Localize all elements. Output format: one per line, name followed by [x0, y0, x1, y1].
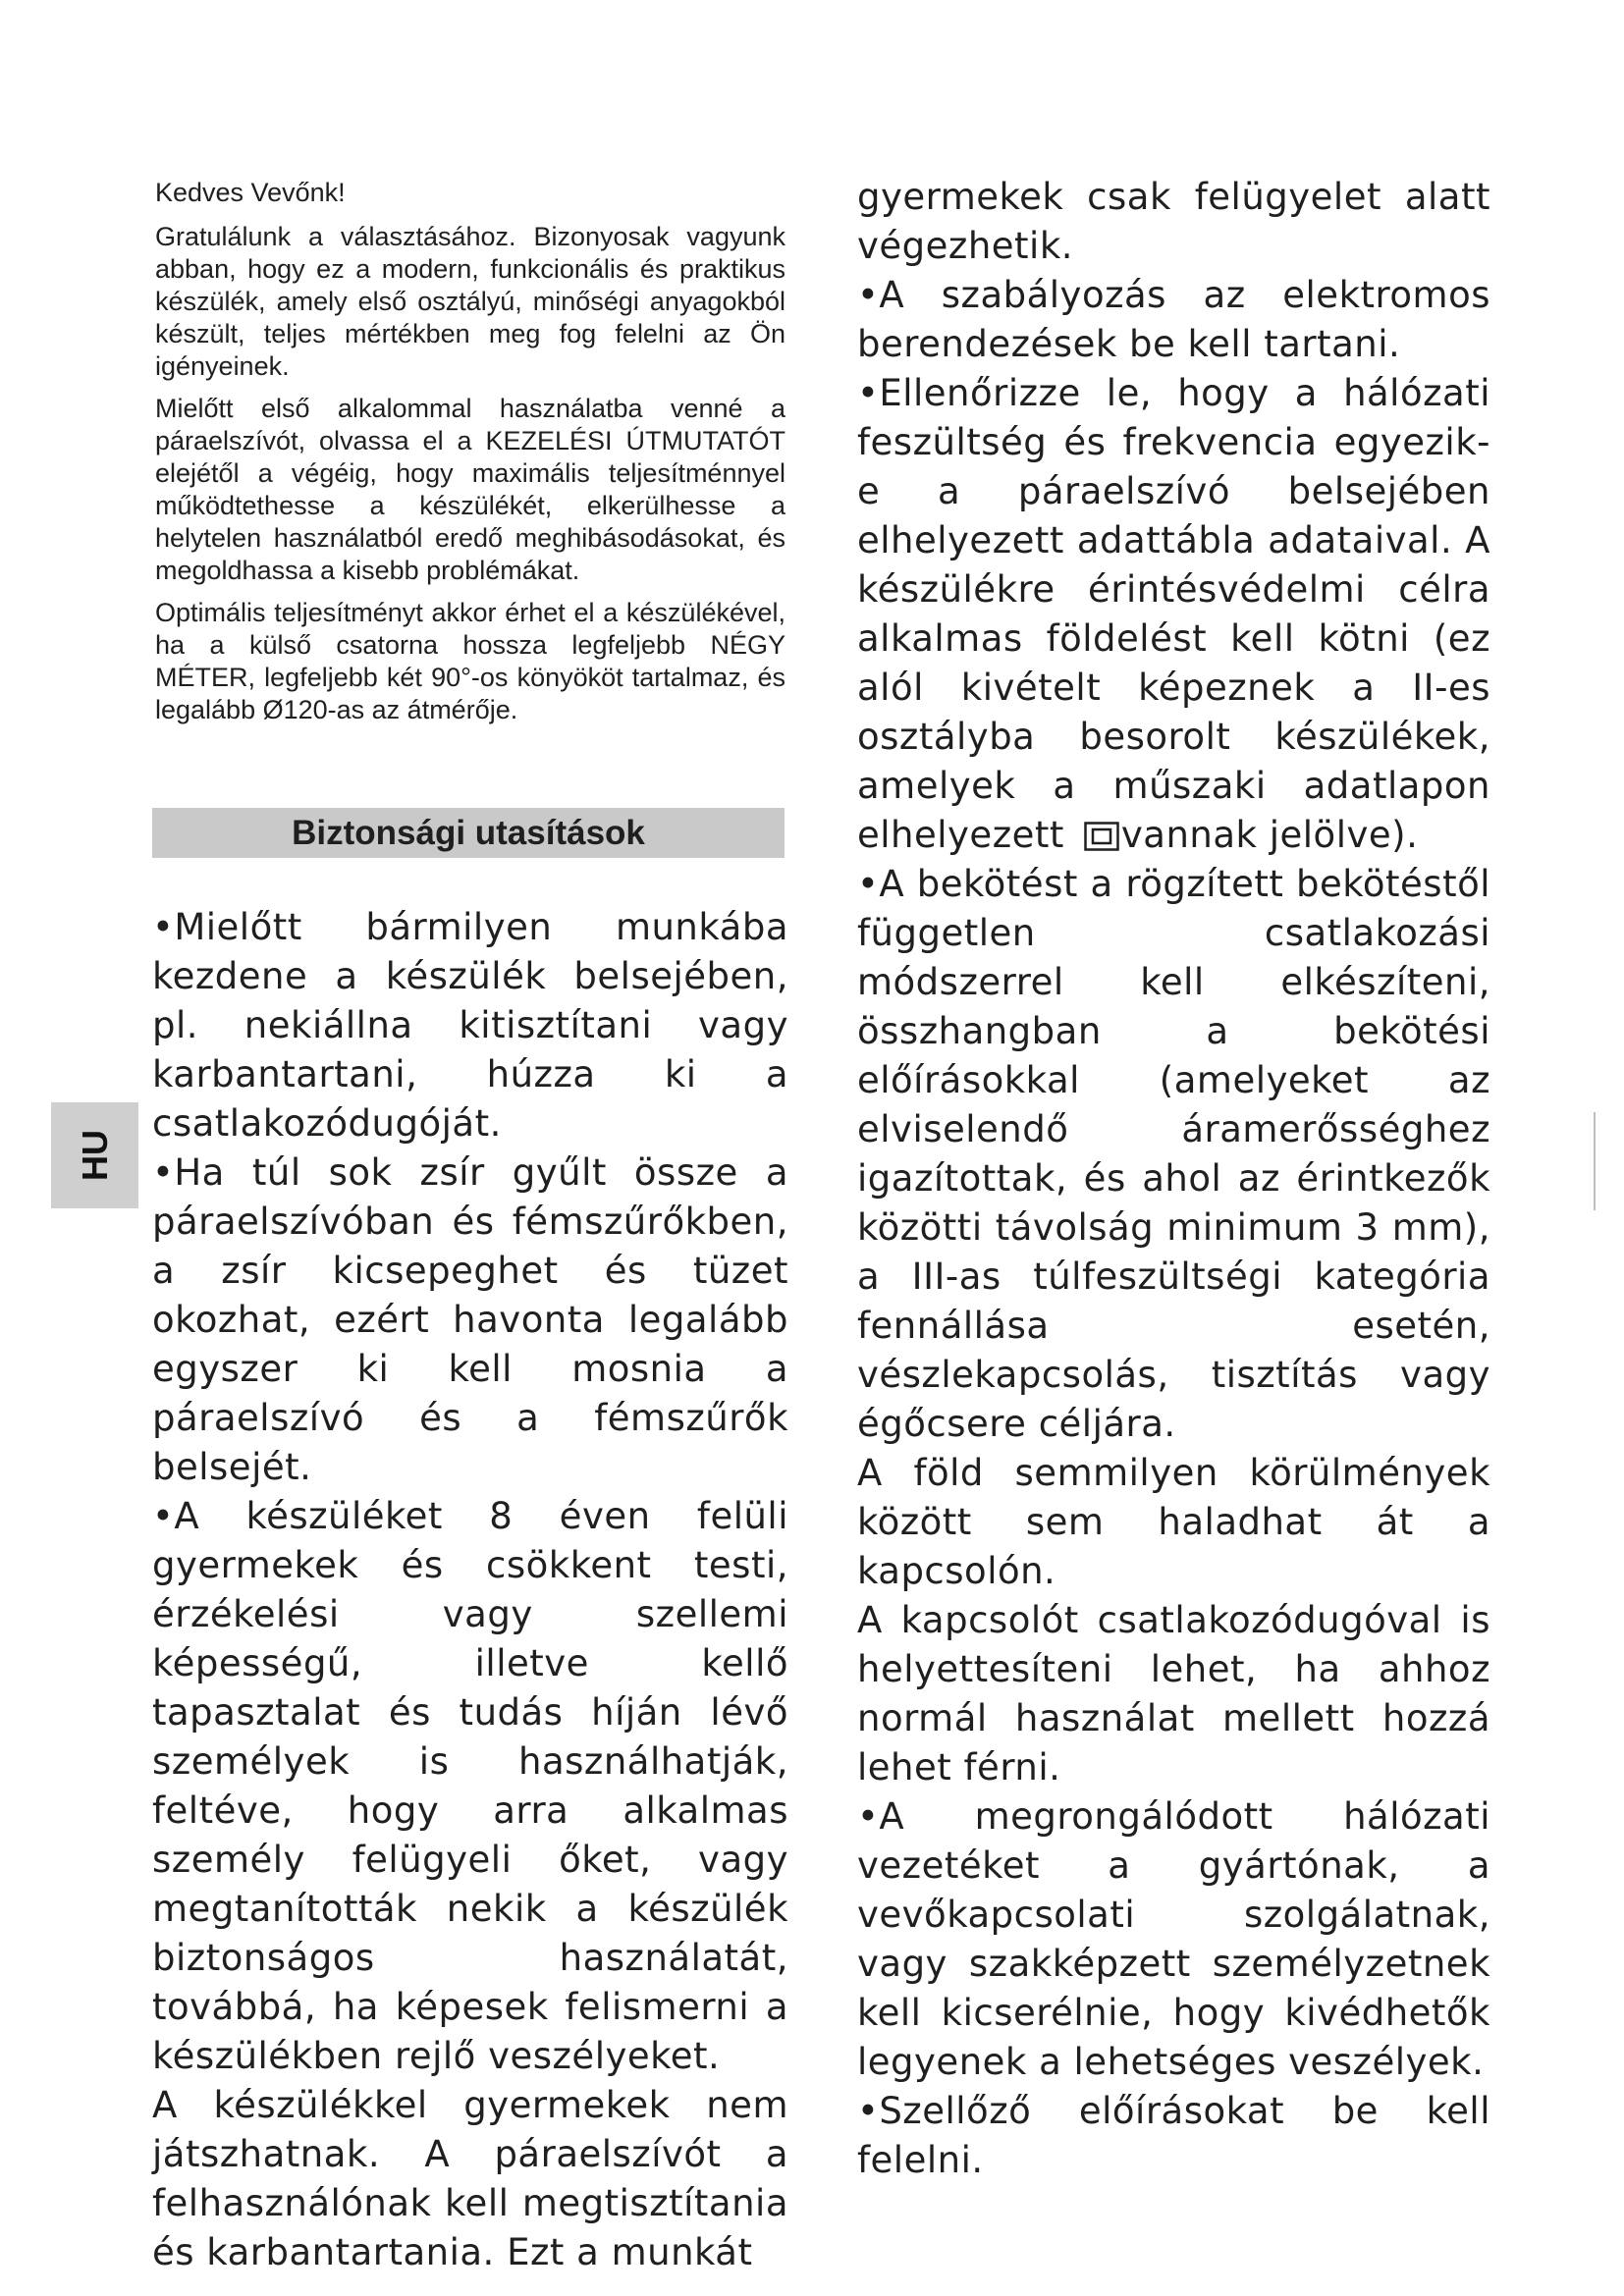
safety-continued-text: gyermekek csak felügyelet alatt végezhetik. — [857, 176, 1490, 267]
safety-bullet-1: •Mielőtt bármilyen munkába kezdene a készülék belsejében, pl. nekiállna kitisztítani vagy karbantartani, húzza ki a csatlakozódugóját. — [152, 906, 788, 1145]
greeting: Kedves Vevőnk! — [155, 178, 346, 207]
language-tab-label: HU — [74, 1130, 115, 1181]
intro-paragraph-1: Gratulálunk a választásához. Bizonyosak vagyunk abban, hogy ez a modern, funkcionális és praktikus készülék, amely első osztályú, minőségi anyagokból készült, teljes mértékben meg fog felelni az Ön igényeinek. — [155, 222, 785, 381]
section-title: Biztonsági utasítások — [152, 808, 785, 858]
intro-section — [155, 177, 785, 736]
safety-bullet-3-continued: A készülékkel gyermekek nem játszhatnak. A páraelszívót a felhasználónak kell megtisztítania és karbantartania. Ezt a munkát — [152, 2084, 788, 2273]
safety-bullet-5 — [857, 369, 1490, 860]
safety-bullet-4: •A szabályozás az elektromos berendezések be kell tartani. — [857, 274, 1490, 365]
margin-marker — [1594, 1112, 1596, 1210]
intro-paragraph-3: Optimális teljesítményt akkor érhet el a készülékével, ha a külső csatorna hossza legfeljebb NÉGY MÉTER, legfeljebb két 90°-os könyököt tartalmaz, és legalább Ø120-as az átmérője. — [155, 598, 785, 724]
safety-bullet-2: •Ha túl sok zsír gyűlt össze a páraelszívóban és fémszűrőkben, a zsír kicsepeghet és tüzet okozhat, ezért havonta legalább egyszer ki kell mosnia a páraelszívó és a fémszűrők belsejét. — [152, 1151, 788, 1488]
safety-bullet-8: •Szellőző előírásokat be kell felelni. — [857, 2090, 1490, 2181]
safety-bullet-6: •A bekötést a rögzített bekötéstől független csatlakozási módszerrel kell elkészíteni, összhangban a bekötési előírásokkal (amelyeket az elviselendő áramerősséghez igazítottak, és ahol az érintkezők közötti távolság minimum 3 mm), a III-as túlfeszültségi kategória fennállása esetén, vészlekapcsolás, tisztítás vagy égőcsere céljára. — [857, 863, 1490, 1445]
safety-bullet-5-text: •Ellenőrizze le, hogy a hálózati feszültség és frekvencia egyezik-e a páraelszívó belsejében elhelyezett adattábla adataival. A készülékre érintésvédelmi célra alkalmas földelést kell kötni (ez alól kivételt képeznek a II-es osztályba besorolt készülékek, amelyek a műszaki adatlapon elhelyezett — [857, 372, 1490, 856]
safety-bullet-3: •A készüléket 8 éven felüli gyermekek és csökkent testi, érzékelési vagy szellemi képességű, illetve kellő tapasztalat és tudás híján lévő személyek is használhatják, feltéve, hogy arra alkalmas személy felügyeli őket, vagy megtanították nekik a készülék biztonságos használatát, továbbá, ha képesek felismerni a készülékben rejlő veszélyeket. — [152, 1495, 788, 2077]
safety-bullet-6-continued-2: A kapcsolót csatlakozódugóval is helyettesíteni lehet, ha ahhoz normál használat mellett hozzá lehet férni. — [857, 1599, 1490, 1789]
safety-bullet-5-text-end: vannak jelölve). — [1120, 814, 1419, 856]
language-tab — [51, 1102, 138, 1208]
intro-paragraph-2: Mielőtt első alkalommal használatba venné a páraelszívót, olvassa el a KEZELÉSI ÚTMUTATÓT elejétől a végéig, hogy maximális teljesítménnyel működtethesse a készülékét, elkerülhesse a helytelen használatból eredő meghibásodásokat, és megoldhassa a kisebb problémákat. — [155, 394, 785, 585]
safety-bullet-7: •A megrongálódott hálózati vezetéket a gyártónak, a vevőkapcsolati szolgálatnak, vagy szakképzett személyzetnek kell kicserélnie, hogy kivédhetők legyenek a lehetséges veszélyek. — [857, 1795, 1490, 2083]
safety-bullet-6-continued-1: A föld semmilyen körülmények között sem haladhat át a kapcsolón. — [857, 1452, 1490, 1592]
left-column — [152, 903, 788, 2277]
right-column — [857, 173, 1490, 2185]
class-ii-symbol-icon — [1084, 815, 1119, 844]
